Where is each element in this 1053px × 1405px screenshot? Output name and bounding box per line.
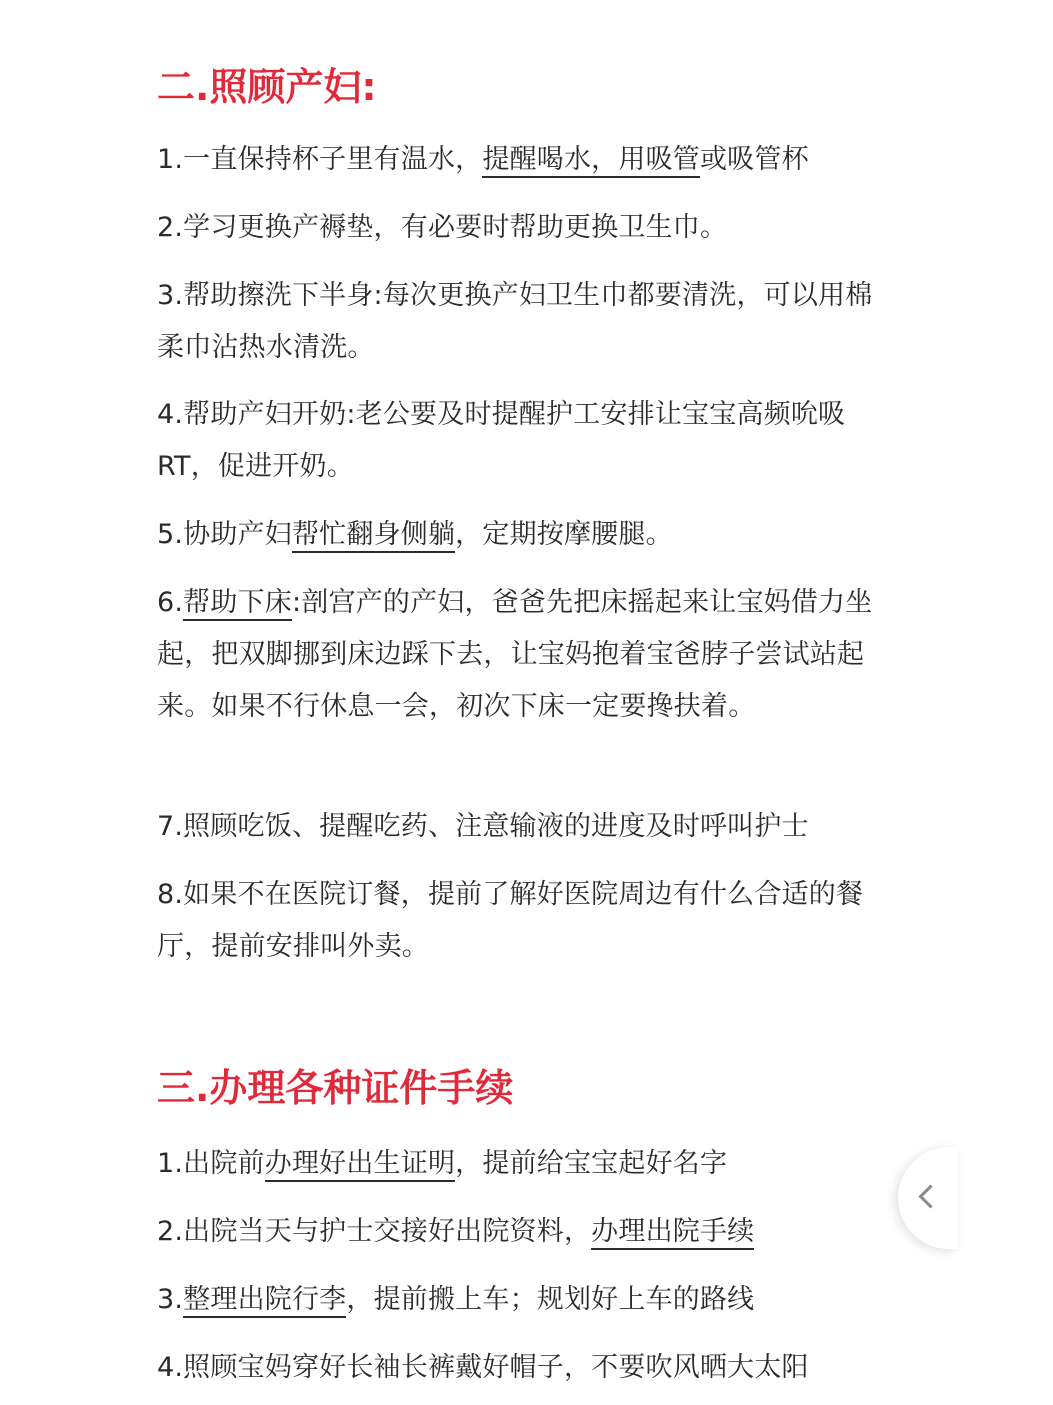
list-item: 1.一直保持杯子里有温水，提醒喝水，用吸管或吸管杯 bbox=[157, 134, 897, 186]
list-item: 3.帮助擦洗下半身:每次更换产妇卫生巾都要清洗，可以用棉柔巾沾热水清洗。 bbox=[157, 280, 873, 363]
section-heading-paperwork: 三.办理各种证件手续 bbox=[157, 1066, 514, 1110]
underlined-text: 办理出院手续 bbox=[591, 1216, 754, 1250]
list-item: 2.出院当天与护士交接好出院资料，办理出院手续 bbox=[157, 1206, 897, 1258]
list-item: 1.出院前办理好出生证明，提前给宝宝起好名字 bbox=[157, 1138, 897, 1190]
underlined-text: 帮助下床 bbox=[183, 587, 292, 621]
list-item: 8.如果不在医院订餐，提前了解好医院周边有什么合适的餐厅，提前安排叫外卖。 bbox=[157, 879, 864, 962]
list-item: 5.协助产妇帮忙翻身侧躺，定期按摩腰腿。 bbox=[157, 509, 897, 561]
list-item: 7.照顾吃饭、提醒吃药、注意输液的进度及时呼叫护士 bbox=[157, 811, 809, 842]
underlined-text: 整理出院行李 bbox=[183, 1284, 346, 1318]
list-item: 3.整理出院行李，提前搬上车；规划好上车的路线 bbox=[157, 1274, 897, 1326]
underlined-text: 办理好出生证明 bbox=[265, 1148, 455, 1182]
underlined-text: 帮忙翻身侧躺 bbox=[292, 519, 455, 553]
right-margin bbox=[942, 0, 1053, 1405]
section-heading-care-mother: 二.照顾产妇: bbox=[157, 65, 377, 109]
side-collapse-button[interactable] bbox=[898, 1147, 958, 1249]
list-item: 4.帮助产妇开奶:老公要及时提醒护工安排让宝宝高频吮吸RT，促进开奶。 bbox=[157, 399, 846, 482]
chevron-left-icon bbox=[918, 1184, 942, 1208]
list-item: 2.学习更换产褥垫，有必要时帮助更换卫生巾。 bbox=[157, 212, 728, 243]
list-item: 6.帮助下床:剖宫产的产妇，爸爸先把床摇起来让宝妈借力坐起，把双脚挪到床边踩下去，让宝妈抱着宝爸脖子尝试站起来。如果不行休息一会，初次下床一定要搀扶着。 bbox=[157, 587, 873, 722]
underlined-text: 提醒喝水，用吸管 bbox=[482, 144, 700, 178]
list-item: 4.照顾宝妈穿好长袖长裤戴好帽子，不要吹风晒大太阳 bbox=[157, 1352, 809, 1383]
